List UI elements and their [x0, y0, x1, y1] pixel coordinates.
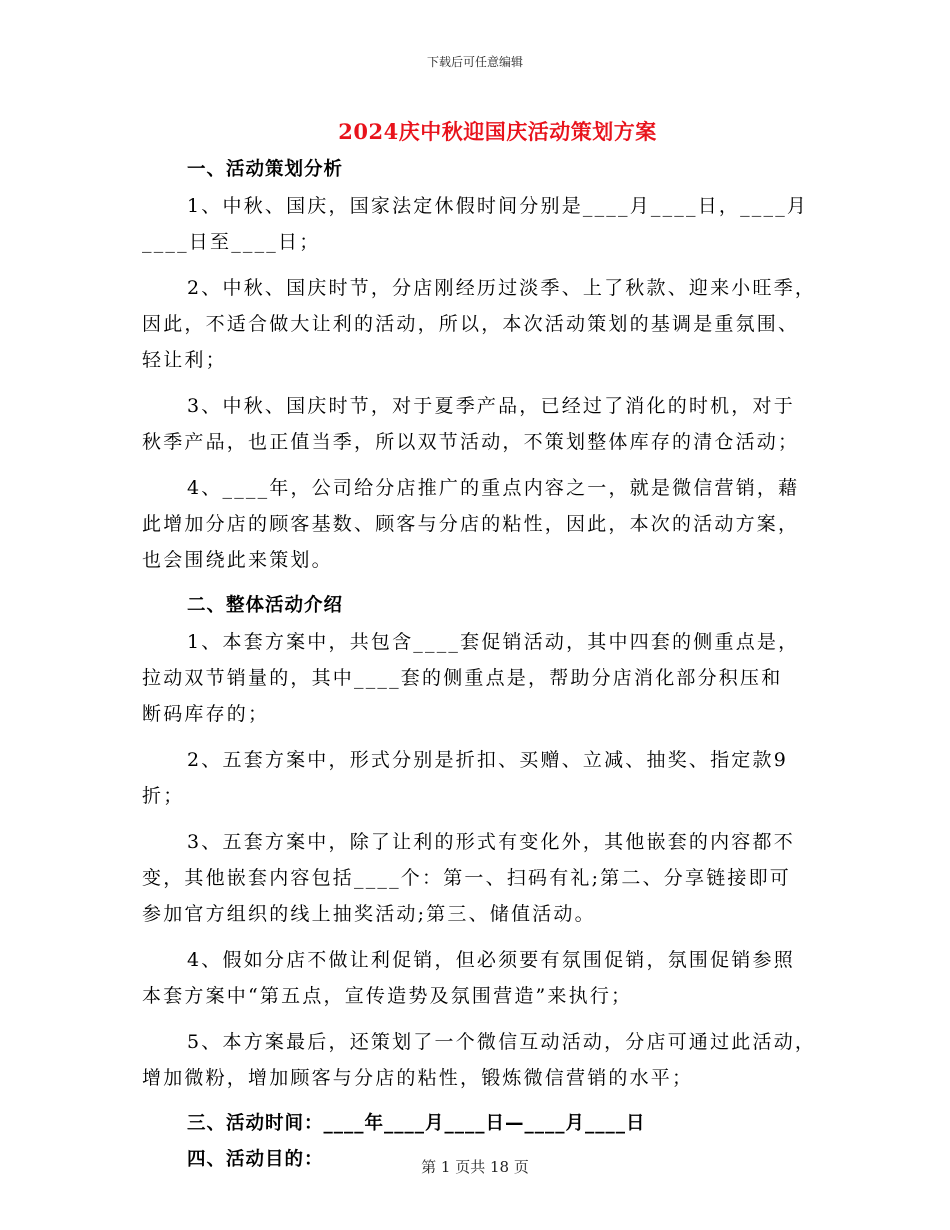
- document-title: 2024庆中秋迎国庆活动策划方案: [338, 119, 657, 144]
- paragraph-line: 秋季产品，也正值当季，所以双节活动，不策划整体库存的清仓活动；: [142, 431, 800, 453]
- paragraph-line: 4、假如分店不做让利促销，但必须要有氛围促销，氛围促销参照: [187, 949, 795, 971]
- paragraph-line: 轻让利；: [142, 349, 227, 371]
- paragraph-line: 增加微粉，增加顾客与分店的粘性，锻炼微信营销的水平；: [142, 1067, 694, 1089]
- paragraph-line: 1、中秋、国庆，国家法定休假时间分别是____月____日，____月: [187, 195, 809, 217]
- document-body: [142, 152, 822, 1178]
- paragraph-line: 2、五套方案中，形式分别是折扣、买赠、立减、抽奖、指定款9: [187, 749, 788, 771]
- header-note: 下载后可任意编辑: [426, 55, 523, 69]
- paragraph-line: 此增加分店的顾客基数、顾客与分店的粘性，因此，本次的活动方案，: [142, 513, 800, 535]
- paragraph-line: 本套方案中“第五点，宣传造势及氛围营造”来执行；: [142, 985, 633, 1007]
- section-heading: 三、活动时间：____年____月____日—____月____日: [187, 1113, 646, 1134]
- paragraph-line: 因此，不适合做大让利的活动，所以，本次活动策划的基调是重氛围、: [142, 313, 800, 335]
- paragraph-line: 2、中秋、国庆时节，分店刚经历过淡季、上了秋款、迎来小旺季，: [187, 277, 817, 299]
- paragraph-line: 拉动双节销量的，其中____套的侧重点是，帮助分店消化部分积压和: [142, 667, 783, 689]
- section-heading: 二、整体活动介绍: [187, 595, 344, 616]
- paragraph-line: 1、本套方案中，共包含____套促销活动，其中四套的侧重点是，: [187, 631, 800, 653]
- paragraph-line: 断码库存的；: [142, 703, 270, 725]
- paragraph-line: 5、本方案最后，还策划了一个微信互动活动，分店可通过此活动，: [187, 1031, 817, 1053]
- section-heading: 四、活动目的：: [187, 1149, 324, 1170]
- paragraph-line: 3、五套方案中，除了让利的形式有变化外，其他嵌套的内容都不: [187, 831, 795, 853]
- paragraph-line: 也会围绕此来策划。: [142, 549, 333, 571]
- paragraph-line: 3、中秋、国庆时节，对于夏季产品，已经过了消化的时机，对于: [187, 395, 795, 417]
- paragraph-line: 折；: [142, 785, 185, 807]
- page-indicator: 第 1 页共 18 页: [421, 1158, 529, 1176]
- paragraph-line: 变，其他嵌套内容包括____个：第一、扫码有礼;第二、分享链接即可: [142, 867, 792, 889]
- paragraph-line: 4、____年，公司给分店推广的重点内容之一，就是微信营销，藉: [187, 477, 800, 499]
- paragraph-line: 参加官方组织的线上抽奖活动;第三、储值活动。: [142, 903, 596, 925]
- section-heading: 一、活动策划分析: [187, 159, 344, 180]
- paragraph-line: ____日至____日；: [142, 231, 321, 253]
